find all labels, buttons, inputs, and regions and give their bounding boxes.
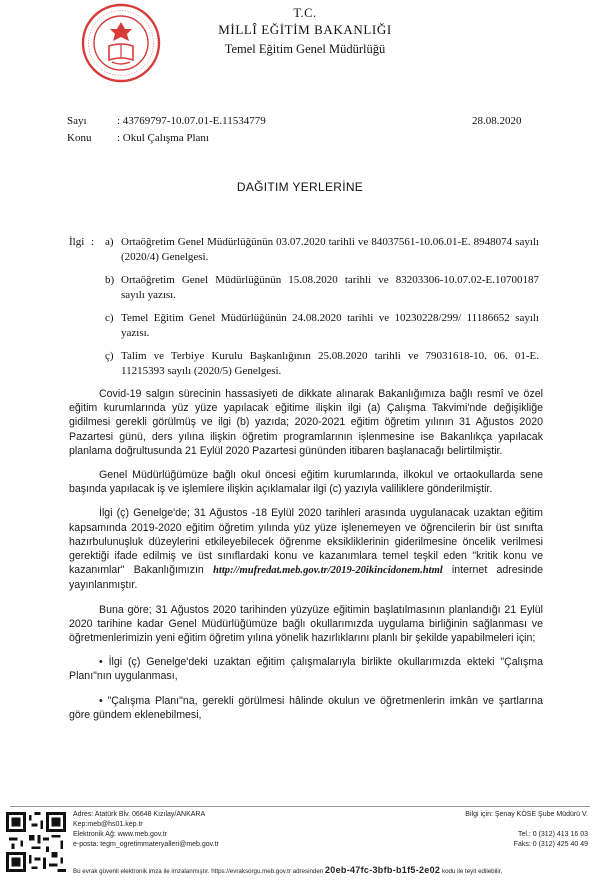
paragraph: Covid-19 salgın sürecinin hassasiyeti de dikkate alınarak Bakanlığımıza bağlı resmî ve özel eğitim kurumlarında yüz yüze yapılacak eğitime ilişkin ilgi (a) Çalışma Takvimi'nde değişikliğe gidilmesi gerekli görülmüş ve ilgi (b) yazıda; 2020-2021 eğitim öğretim yılının 31 Ağustos 2020 Pazartesi günü, ders yılına ilişkin öğretim programlarının işlenmesine ise Bakanlıkça yapılacak planlama doğrultusunda 21 Eylül 2020 Pazartesi gününden itibaren başlanacağı belirtilmiştir. (69, 388, 543, 457)
reference-block (69, 235, 539, 387)
header-ministry: MİLLÎ EĞİTİM BAKANLIĞI (218, 22, 392, 37)
paragraph: İlgi (ç) Genelge'de; 31 Ağustos -18 Eylül 2020 tarihleri arasında uygulanacak uzaktan eğitim kapsamında 2019-2020 eğitim öğretim yılında yüz yüze işlenemeyen ve öğrencilerin bir üst sınıfta hazırbulunuşluk düzeylerini etkileyebilecek öğrenme eksikliklerinin giderilmesine öncelik verilmesi gerektiği ifade edilmiş ve üst sınıflardaki konu ve kazanımlara temel teşkil eden "kritik konu ve kazanımlar" Bakanlığımızın http://mufredat.meb.gov.tr/2019-20ikincidonem.html internet adresinde yayınlanmıştır. (69, 507, 543, 592)
distribution-heading: DAĞITIM YERLERİNE (236, 180, 364, 194)
paragraph: Buna göre; 31 Ağustos 2020 tarihinden yüzyüze eğitimin başlatılmasının planlandığı 21 Eylül 2020 tarihine kadar Genel Müdürlüğümüze bağlı okullarımızda uygulama birliğinin sağlanması ve öğretmenlerimizin yeni eğitim öğretim yılına yönelik hazırlıklarını planlı bir şekilde yapabilmeleri için; (69, 603, 543, 645)
reference-item: a) Ortaöğretim Genel Müdürlüğünün 03.07.2020 tarihli ve 84037561-10.06.01-E. 8948074 sayılı (2020/4) Genelgesi. (105, 236, 539, 263)
paragraph: Genel Müdürlüğümüze bağlı okul öncesi eğitim kurumlarında, ilkokul ve ortaokullarda sene başında yapılacak iş ve işlemlere ilişkin açıklamalar ilgi (c) yazıyla valiliklere gönderilmiştir. (69, 469, 543, 496)
reference-item: c) Temel Eğitim Genel Müdürlüğünün 24.08.2020 tarihli ve 10230228/299/ 11186652 sayılı yazısı. (105, 312, 539, 339)
meta-sayi (67, 115, 266, 127)
konu-label: Konu (67, 132, 92, 144)
qr-code-icon (6, 812, 66, 872)
reference-label: İlgi : (69, 236, 95, 248)
verification-code: 20eb-47fc-3bfb-b1f5-2e02 (324, 865, 441, 875)
konu-value: : Okul Çalışma Planı (117, 132, 209, 144)
document-date: 28.08.2020 (472, 115, 522, 127)
verification-line: Bu evrak güvenli elektronik imza ile imzalanmıştır. https://evraksorgu.meb.gov.tr adresinden 20eb-47fc-3bfb-b1f5-2e02 kodu ile teyit edilebilir. (73, 865, 503, 875)
sayi-value: : 43769797-10.07.01-E.11534779 (117, 115, 266, 127)
meta-konu (67, 132, 209, 144)
letterhead (190, 6, 420, 57)
sayi-label: Sayı (67, 115, 87, 127)
bullet-item: • İlgi (ç) Genelge'deki uzaktan eğitim çalışmalarıyla birlikte okullarımızda ekteki "Çalışma Planı"nın uygulanması, (69, 656, 543, 683)
letter-body (69, 387, 543, 732)
header-directorate: Temel Eğitim Genel Müdürlüğü (224, 42, 386, 56)
footer-contact: Bilgi için: Şenay KÖSE Şube Müdürü V. Tel.: 0 (312) 413 16 03 Faks: 0 (312) 425 40 49 (465, 811, 588, 848)
footer-divider (10, 806, 590, 807)
curriculum-link[interactable]: http://mufredat.meb.gov.tr/2019-20ikincidonem.html (213, 565, 443, 577)
reference-item: b) Ortaöğretim Genel Müdürlüğünün 15.08.2020 tarihli ve 83203306-10.07.02-E.10700187 sayılı yazısı. (105, 274, 539, 301)
reference-item: ç) Talim ve Terbiye Kurulu Başkanlığının 25.08.2020 tarihli ve 79031618-10. 06. 01-E. 11215393 sayılı (2020/5) Genelgesi. (105, 350, 539, 377)
header-tc: T.C. (293, 6, 317, 20)
bullet-item: • "Çalışma Planı"na, gerekli görülmesi hâlinde okulun ve öğretmenlerin imkân ve şartlarına göre gündem eklenebilmesi, (69, 694, 543, 721)
meb-seal-icon (80, 2, 162, 84)
footer-address: Adres: Atatürk Blv. 06648 Kızılay/ANKARA Kep:meb@hs01.kep.tr Elektronik Ağ: www.meb.gov.tr e-posta: tegm_ogretimmateryalleri@meb.gov.tr (73, 811, 219, 848)
